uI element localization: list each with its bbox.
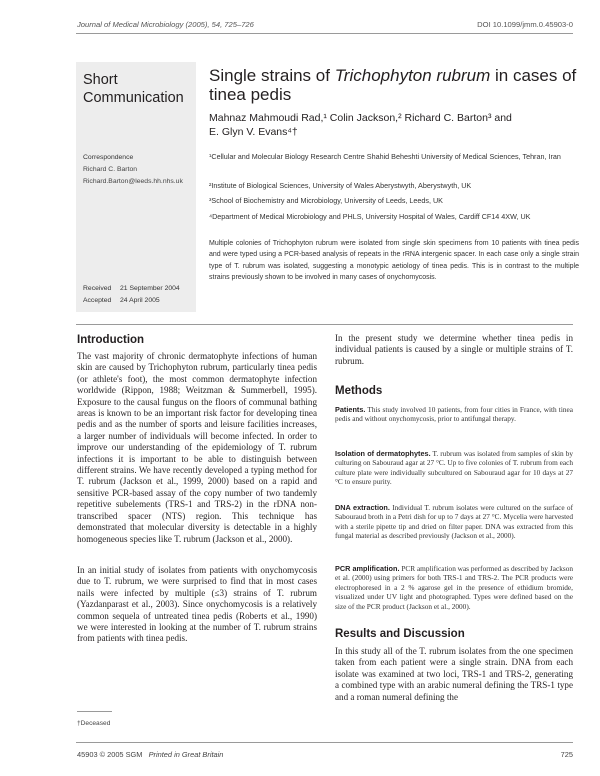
footnote: †Deceased	[77, 720, 111, 727]
correspondence-email[interactable]: Richard.Barton@leeds.hh.nhs.uk	[83, 178, 183, 185]
affiliation-1: ¹Cellular and Molecular Biology Research Centre Shahid Beheshti University of Medical Sciences, Tehran, Iran	[209, 152, 561, 161]
correspondence-label: Correspondence	[83, 154, 134, 161]
abstract: Multiple colonies of Trichophyton rubrum were isolated from single skin specimens from 10 patients with tinea pedis and were typed using a PCR-based analysis of repeats in the rRNA intergenic spacer. In each case only a single strain type of T. rubrum was isolated, suggesting a monotypic aetiology of tinea pedis. This is in contrast to the multiple strains previously shown to be involved in many cases of onychomycosis.	[209, 240, 579, 282]
footer-rule	[76, 742, 573, 743]
methods-patients: Patients. This study involved 10 patients, from four cities in France, with tinea pedis and without onychomycosis, prior to antifungal therapy.	[335, 405, 573, 424]
authors-line-1: Mahnaz Mahmoudi Rad,¹ Colin Jackson,² Richard C. Barton³ and	[209, 112, 512, 124]
introduction-para-1: The vast majority of chronic dermatophyte infections of human skin are caused by Trichophyton rubrum, particularly tinea pedis (or athlete's foot), the most common dermatophyte infection worldwide (Rippon, 1988; Weitzman & Summerbell, 1995). Exposure to the causal fungus on the floors of communal bathing areas is known to be an important risk factor for developing tinea pedis and as the number of sports and leisure facilities increases, a larger number of individuals will become infected. In order to improve our understanding of the epidemiology of T. rubrum infections it is important to be able to distinguish between different strains. We have recently developed a typing method for T. rubrum (Jackson et al., 1999, 2000) based on a rapid and sensitive PCR-based assay of the copy number of two tandemly repetitive subelements (TRS-1 and TRS-2) in the rDNA non-transcribed spacer (NTS) region. This technique has demonstrated that molecular diversity is detectable in a highly homogeneous species like T. rubrum (Jackson et al., 2000).	[77, 351, 317, 544]
abstract-rule	[76, 324, 573, 325]
received-date: 21 September 2004	[120, 285, 180, 292]
footer-left: 45903 © 2005 SGM Printed in Great Britain	[77, 750, 224, 759]
affiliation-3: ³School of Biochemistry and Microbiology, University of Leeds, Leeds, UK	[209, 196, 443, 205]
correspondence-name: Richard C. Barton	[83, 166, 138, 173]
methods-pcr: PCR amplification. PCR amplification was performed as described by Jackson et al. (2000) using primers for both TRS-1 and TRS-2. The PCR products were electrophoresed in a 2 % agarose gel in the presence of ethidium bromide, visualized under UV light and photographed. Types were defined based on the size of the PCR product (Jackson et al., 2000).	[335, 564, 574, 611]
journal-header: Journal of Medical Microbiology (2005), 54, 725–726	[77, 20, 254, 29]
methods-isolation: Isolation of dermatophytes. T. rubrum was isolated from samples of skin by culturing on Sabouraud agar at 27 °C. Up to five colonies of T. rubrum from each culture plate were individually subcultured on Sabouraud agar for 10 days at 27 °C to ensure purity.	[335, 449, 573, 487]
footnote-rule	[77, 711, 112, 712]
accepted-label: Accepted	[83, 297, 112, 304]
section-label: Short Communication	[83, 72, 184, 106]
present-study-para: In the present study we determine whether tinea pedis in individual patients is caused by a single or multiple strains of T. rubrum.	[335, 333, 573, 366]
results-para: In this study all of the T. rubrum isolates from the one specimen taken from each patient were a single strain. DNA from each isolate was examined at two loci, TRS-1 and TRS-2, generating a combined type with an arabic numeral defining the TRS-1 type and a roman numeral defining the	[335, 646, 573, 702]
authors-line-2: E. Glyn V. Evans⁴†	[209, 125, 298, 138]
author-list	[209, 112, 579, 139]
header-rule	[76, 33, 573, 34]
affiliation-4: ⁴Department of Medical Microbiology and PHLS, University Hospital of Wales, Cardiff CF14 4XW, UK	[209, 212, 531, 221]
page-number: 725	[560, 750, 573, 759]
doi-header: DOI 10.1099/jmm.0.45903-0	[477, 20, 573, 29]
methods-dna-extraction: DNA extraction. Individual T. rubrum isolates were cultured on the surface of Sabouraud broth in a Petri dish for up to 7 days at 27 °C. Mycelia were harvested with a sterile pipette tip and dried on filter paper. DNA was extracted from this fungal material as described previously (Jackson et al., 2000).	[335, 503, 574, 541]
accepted-row	[83, 297, 160, 304]
results-heading: Results and Discussion	[335, 628, 465, 640]
affiliation-2: ²Institute of Biological Sciences, University of Wales Aberystwyth, Aberystwyth, UK	[209, 181, 472, 190]
methods-heading: Methods	[335, 385, 383, 397]
article-title: Single strains of Trichophyton rubrum in cases of tinea pedis	[209, 66, 577, 104]
received-row	[83, 285, 180, 292]
introduction-para-2: In an initial study of isolates from patients with onychomycosis due to T. rubrum, we were surprised to find that in most cases nails were infected by multiple (≤3) strains of T. rubrum (Yazdanparast et al., 2003). Since onychomycosis is a relatively common sequela of untreated tinea pedis (Roberts et al., 1990) we were interested in looking at the number of T. rubrum strains from patients with tinea pedis.	[77, 565, 317, 644]
accepted-date: 24 April 2005	[120, 297, 160, 304]
received-label: Received	[83, 285, 112, 292]
introduction-heading: Introduction	[77, 334, 145, 346]
